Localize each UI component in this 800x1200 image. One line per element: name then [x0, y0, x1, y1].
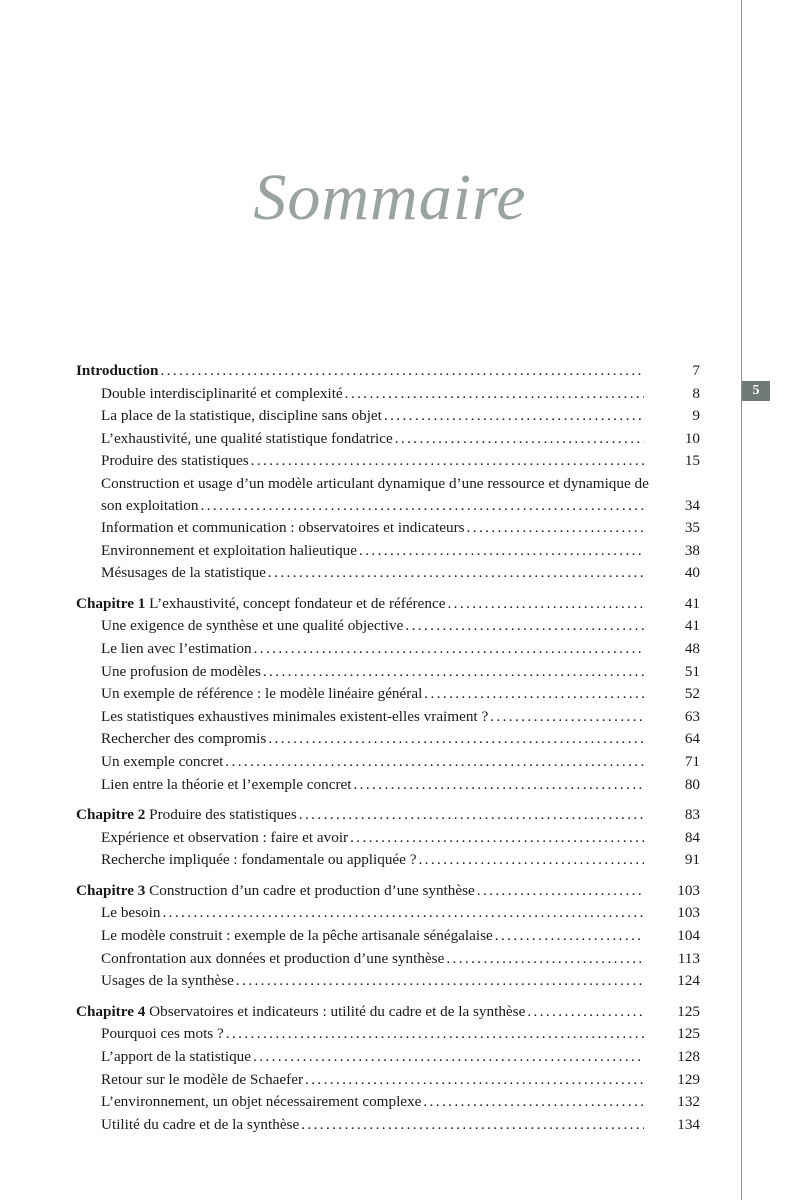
- toc-page-number: 64: [684, 730, 700, 748]
- page-number-tab: 5: [742, 381, 770, 401]
- toc-section-chapter-3: [76, 880, 700, 993]
- toc-page-number: 41: [684, 617, 700, 635]
- leader-dots: [200, 495, 644, 517]
- leader-dots: [467, 517, 644, 540]
- toc-page-number: 38: [684, 541, 700, 559]
- toc-page-number: 15: [684, 452, 700, 470]
- toc-subentry[interactable]: [76, 774, 700, 797]
- leader-dots: [305, 1069, 644, 1092]
- toc-entry-label-part: Observatoires et indicateurs : utilité du cadre et de la synthèse: [149, 1002, 526, 1020]
- toc-page-number: 125: [677, 1025, 700, 1043]
- toc-page-number: 48: [684, 639, 700, 657]
- toc-subentry[interactable]: [76, 383, 700, 406]
- leader-dots: [447, 593, 644, 616]
- toc-entry-label: L’exhaustivité, une qualité statistique fondatrice: [101, 429, 393, 447]
- toc-subentry[interactable]: [76, 1046, 700, 1069]
- toc-subentry[interactable]: [76, 540, 700, 563]
- toc-page-number: 125: [677, 1002, 700, 1020]
- leader-dots: [423, 1091, 644, 1114]
- toc-section-chapter-4: [76, 1001, 700, 1137]
- toc-page-number: 83: [684, 806, 700, 824]
- toc-subentry[interactable]: [76, 751, 700, 774]
- leader-dots: [162, 902, 644, 925]
- toc-entry-label-part: L’exhaustivité, concept fondateur et de référence: [149, 594, 446, 612]
- toc-entry-label-part: Chapitre 4: [76, 1002, 146, 1020]
- toc-entry-label: Rechercher des compromis: [101, 730, 267, 748]
- toc-page-number: 41: [684, 594, 700, 612]
- toc-subentry[interactable]: [76, 428, 700, 451]
- toc-subentry[interactable]: [76, 661, 700, 684]
- leader-dots: [160, 360, 644, 383]
- toc-page-number: 103: [677, 904, 700, 922]
- toc-page-number: 7: [692, 362, 700, 379]
- toc-subentry[interactable]: [76, 1091, 700, 1114]
- toc-entry-label: Produire des statistiques: [101, 452, 249, 470]
- toc-subentry[interactable]: [76, 728, 700, 751]
- toc-subentry[interactable]: [76, 706, 700, 729]
- toc-subentry[interactable]: [76, 450, 700, 473]
- leader-dots: [418, 849, 644, 872]
- toc-subentry[interactable]: [76, 902, 700, 925]
- leader-dots: [268, 728, 644, 751]
- toc-entry-label-part: Chapitre 3: [76, 881, 146, 899]
- toc-page-number: 52: [684, 685, 700, 703]
- toc-subentry[interactable]: [76, 405, 700, 428]
- leader-dots: [353, 774, 644, 797]
- toc-entry-label: Un exemple de référence : le modèle linéaire général: [101, 685, 423, 703]
- toc-page-number: 132: [677, 1093, 700, 1111]
- leader-dots: [251, 450, 644, 473]
- toc-entry-chapter[interactable]: [76, 593, 700, 616]
- toc-entry-label: Confrontation aux données et production d’une synthèse: [101, 949, 445, 967]
- toc-entry-label: Lien entre la théorie et l’exemple concret: [101, 775, 352, 793]
- table-of-contents: [76, 360, 700, 1136]
- toc-subentry[interactable]: [76, 970, 700, 993]
- leader-dots: [490, 706, 644, 729]
- leader-dots: [350, 827, 644, 850]
- toc-section-chapter-2: [76, 804, 700, 872]
- toc-entry-label: Retour sur le modèle de Schaefer: [101, 1070, 303, 1088]
- toc-page-number: 63: [684, 707, 700, 725]
- toc-page-number: 71: [684, 752, 700, 770]
- toc-page-number: 84: [684, 828, 700, 846]
- toc-entry-label: Usages de la synthèse: [101, 972, 234, 990]
- toc-entry-label: Pourquoi ces mots ?: [101, 1025, 224, 1043]
- toc-subentry[interactable]: [76, 562, 700, 585]
- leader-dots: [446, 948, 644, 971]
- toc-page-number: 91: [684, 851, 700, 869]
- toc-subentry[interactable]: [76, 1023, 700, 1046]
- toc-entry-label: Le besoin: [101, 904, 161, 922]
- toc-page-number: 10: [684, 429, 700, 447]
- toc-subentry[interactable]: [76, 827, 700, 850]
- toc-entry-label-part: Chapitre 1: [76, 594, 146, 612]
- toc-page-number: 51: [684, 662, 700, 680]
- toc-entry-label: Le modèle construit : exemple de la pêche artisanale sénégalaise: [101, 927, 493, 945]
- toc-page-number: 134: [677, 1115, 700, 1133]
- toc-entry-label: Double interdisciplinarité et complexité: [101, 384, 343, 402]
- toc-entry-label-part: Construction d’un cadre et production d’une synthèse: [149, 881, 475, 899]
- toc-entry-label-part: Chapitre 2: [76, 806, 146, 824]
- leader-dots: [268, 562, 644, 585]
- toc-subentry[interactable]: [76, 517, 700, 540]
- toc-entry-label: Recherche impliquée : fondamentale ou appliquée ?: [101, 851, 417, 869]
- leader-dots: [359, 540, 644, 563]
- toc-subentry[interactable]: [76, 638, 700, 661]
- toc-page-number: 8: [692, 384, 700, 402]
- leader-dots: [395, 428, 644, 451]
- toc-subentry[interactable]: [76, 683, 700, 706]
- leader-dots: [263, 661, 644, 684]
- toc-entry-label: Une profusion de modèles: [101, 662, 261, 680]
- leader-dots: [424, 683, 644, 706]
- leader-dots: [254, 638, 644, 661]
- leader-dots: [477, 880, 644, 903]
- toc-entry-label: [76, 593, 445, 616]
- toc-page-number: 128: [677, 1048, 700, 1066]
- toc-page-number: 80: [684, 775, 700, 793]
- toc-entry-label: Mésusages de la statistique: [101, 564, 266, 582]
- leader-dots: [225, 751, 644, 774]
- toc-entry-label: [76, 360, 158, 383]
- toc-entry-chapter[interactable]: [76, 1001, 700, 1024]
- toc-page-number: 9: [692, 407, 700, 425]
- toc-section-chapter-1: [76, 593, 700, 796]
- toc-entry-label: Information et communication : observatoires et indicateurs: [101, 518, 465, 536]
- leader-dots: [236, 970, 644, 993]
- toc-entry-label: [76, 880, 475, 903]
- toc-subentry[interactable]: [76, 615, 700, 638]
- toc-page-number: 124: [677, 972, 700, 990]
- page-title: Sommaire: [253, 161, 527, 234]
- toc-subentry[interactable]: [76, 1069, 700, 1092]
- toc-entry-label: Utilité du cadre et de la synthèse: [101, 1115, 300, 1133]
- toc-entry-label: Expérience et observation : faire et avoir: [101, 828, 349, 846]
- leader-dots: [384, 405, 644, 428]
- toc-page-number: 104: [677, 927, 700, 945]
- toc-entry-label: Une exigence de synthèse et une qualité objective: [101, 617, 404, 635]
- toc-section-introduction: [76, 360, 700, 585]
- toc-page-number: 129: [677, 1070, 700, 1088]
- toc-entry-label: L’apport de la statistique: [101, 1048, 252, 1066]
- leader-dots: [253, 1046, 644, 1069]
- toc-entry-introduction[interactable]: [76, 360, 700, 383]
- toc-subentry[interactable]: [76, 925, 700, 948]
- toc-entry-label: L’environnement, un objet nécessairement complexe: [101, 1093, 422, 1111]
- leader-dots: [495, 925, 644, 948]
- toc-entry-label: Construction et usage d’un modèle articulant dynamique d’une ressource et dynamique de: [101, 474, 649, 492]
- toc-entry-label: Un exemple concret: [101, 752, 224, 770]
- leader-dots: [299, 804, 644, 827]
- leader-dots: [226, 1023, 644, 1046]
- toc-page-number: 35: [684, 518, 700, 536]
- toc-entry-label: Le lien avec l’estimation: [101, 639, 252, 657]
- toc-entry-label: son exploitation: [101, 496, 199, 514]
- leader-dots: [405, 615, 644, 638]
- toc-entry-label: Environnement et exploitation halieutique: [101, 541, 358, 559]
- toc-entry-label: La place de la statistique, discipline sans objet: [101, 407, 382, 425]
- toc-entry-label: [76, 1001, 525, 1024]
- leader-dots: [527, 1001, 644, 1024]
- toc-entry-label: Les statistiques exhaustives minimales existent-elles vraiment ?: [101, 707, 489, 725]
- toc-page-number: 113: [677, 949, 700, 967]
- toc-page-number: 34: [684, 496, 700, 514]
- toc-subentry[interactable]: [76, 948, 700, 971]
- toc-entry-label-part: Produire des statistiques: [149, 806, 297, 824]
- toc-entry-label: [76, 804, 297, 827]
- leader-dots: [345, 383, 644, 406]
- toc-entry-chapter[interactable]: [76, 880, 700, 903]
- toc-subentry[interactable]: [76, 1114, 700, 1137]
- toc-page-number: 40: [684, 564, 700, 582]
- toc-page-number: 103: [677, 881, 700, 899]
- toc-entry-label: Introduction: [76, 362, 159, 379]
- toc-subentry[interactable]: [76, 849, 700, 872]
- toc-entry-chapter[interactable]: [76, 804, 700, 827]
- leader-dots: [301, 1114, 644, 1137]
- toc-subentry-multiline[interactable]: [76, 473, 700, 517]
